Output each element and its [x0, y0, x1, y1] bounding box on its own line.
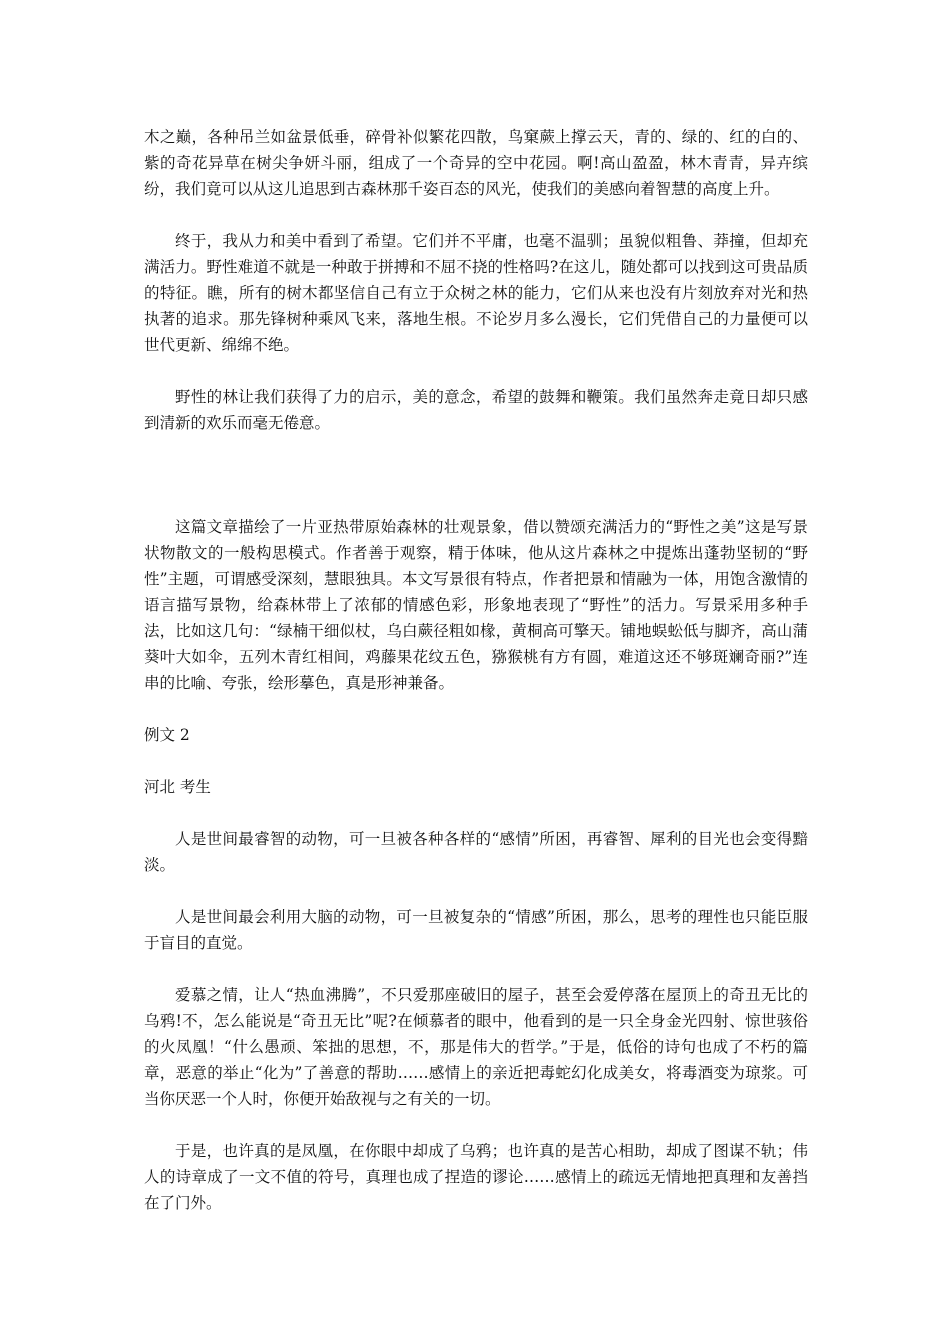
document-body [144, 124, 808, 1216]
paragraph-spacer [144, 800, 808, 826]
paragraph-spacer [144, 358, 808, 384]
paragraph-admiration: 爱慕之情，让人“热血沸腾”，不只爱那座破旧的屋子，甚至会爱停落在屋顶上的奇丑无比的乌鸦!不，怎么能说是“奇丑无比”呢?在倾慕者的眼中，他看到的是一只全身金光四射、惊世骇俗的火凤凰！“什么愚顽、笨拙的思想，不，那是伟大的哲学。”于是，低俗的诗句也成了不朽的篇章，恶意的举止“化为”了善意的帮助……感情上的亲近把毒蛇幻化成美女，将毒酒变为琼浆。可当你厌恶一个人时，你便开始敌视与之有关的一切。 [144, 986, 808, 1108]
paragraph-estrangement: 于是，也许真的是凤凰，在你眼中却成了乌鸦；也许真的是苦心相助，却成了图谋不轨；伟人的诗章成了一文不值的符号，真理也成了捏造的谬论……感情上的疏远无情地把真理和友善挡在了门外。 [144, 1142, 808, 1212]
paragraph-spacer [144, 956, 808, 982]
paragraph-spacer [144, 748, 808, 774]
paragraph-spacer [144, 696, 808, 722]
paragraph-hope: 终于，我从力和美中看到了希望。它们并不平庸，也毫不温驯；虽貌似粗鲁、莽撞，但却充满活力。野性难道不就是一种敢于拼搏和不屈不挠的性格吗?在这儿，随处都可以找到这可贵品质的特征。瞧，所有的树木都坚信自己有立于众树之林的能力，它们从来也没有片刻放弃对光和热执著的追求。那先锋树种乘风飞来，落地生根。不论岁月多么漫长，它们凭借自己的力量便可以世代更新、绵绵不绝。 [144, 232, 808, 354]
author-line: 河北 考生 [144, 778, 211, 796]
example-heading: 例文 2 [144, 726, 190, 744]
paragraph-spacer [144, 878, 808, 904]
section-spacer [144, 436, 808, 514]
paragraph-spacer [144, 202, 808, 228]
paragraph-spacer [144, 1112, 808, 1138]
paragraph-forest-canopy: 木之巅，各种吊兰如盆景低垂，碎骨补似繁花四散，鸟窠蕨上撑云天，青的、绿的、红的白的、紫的奇花异草在树尖争妍斗丽，组成了一个奇异的空中花园。啊!高山盈盈，林木青青，异卉缤纷，我们竟可以从这儿追思到古森林那千姿百态的风光，使我们的美感向着智慧的高度上升。 [144, 128, 808, 198]
paragraph-commentary: 这篇文章描绘了一片亚热带原始森林的壮观景象，借以赞颂充满活力的“野性之美”这是写景状物散文的一般构思模式。作者善于观察，精于体味，他从这片森林之中提炼出蓬勃坚韧的“野性”主题，可谓感受深刻，慧眼独具。本文写景很有特点，作者把景和情融为一体，用饱含激情的语言描写景物，给森林带上了浓郁的情感色彩，形象地表现了“野性”的活力。写景采用多种手法，比如这几句：“绿楠干细似杖，乌白蕨径粗如椽，黄桐高可擎天。铺地蜈蚣低与脚齐，高山蒲葵叶大如伞，五列木青红相间，鸡藤果花纹五色，猕猴桃有方有圆，难道这还不够斑斓奇丽?”连串的比喻、夸张，绘形摹色，真是形神兼备。 [144, 518, 808, 692]
paragraph-emotion-1: 人是世间最睿智的动物，可一旦被各种各样的“感情”所困，再睿智、犀利的目光也会变得黯淡。 [144, 830, 808, 874]
paragraph-wild-forest: 野性的林让我们获得了力的启示，美的意念，希望的鼓舞和鞭策。我们虽然奔走竟日却只感到清新的欢乐而毫无倦意。 [144, 388, 808, 432]
paragraph-emotion-2: 人是世间最会利用大脑的动物，可一旦被复杂的“情感”所困，那么，思考的理性也只能臣服于盲目的直觉。 [144, 908, 808, 952]
